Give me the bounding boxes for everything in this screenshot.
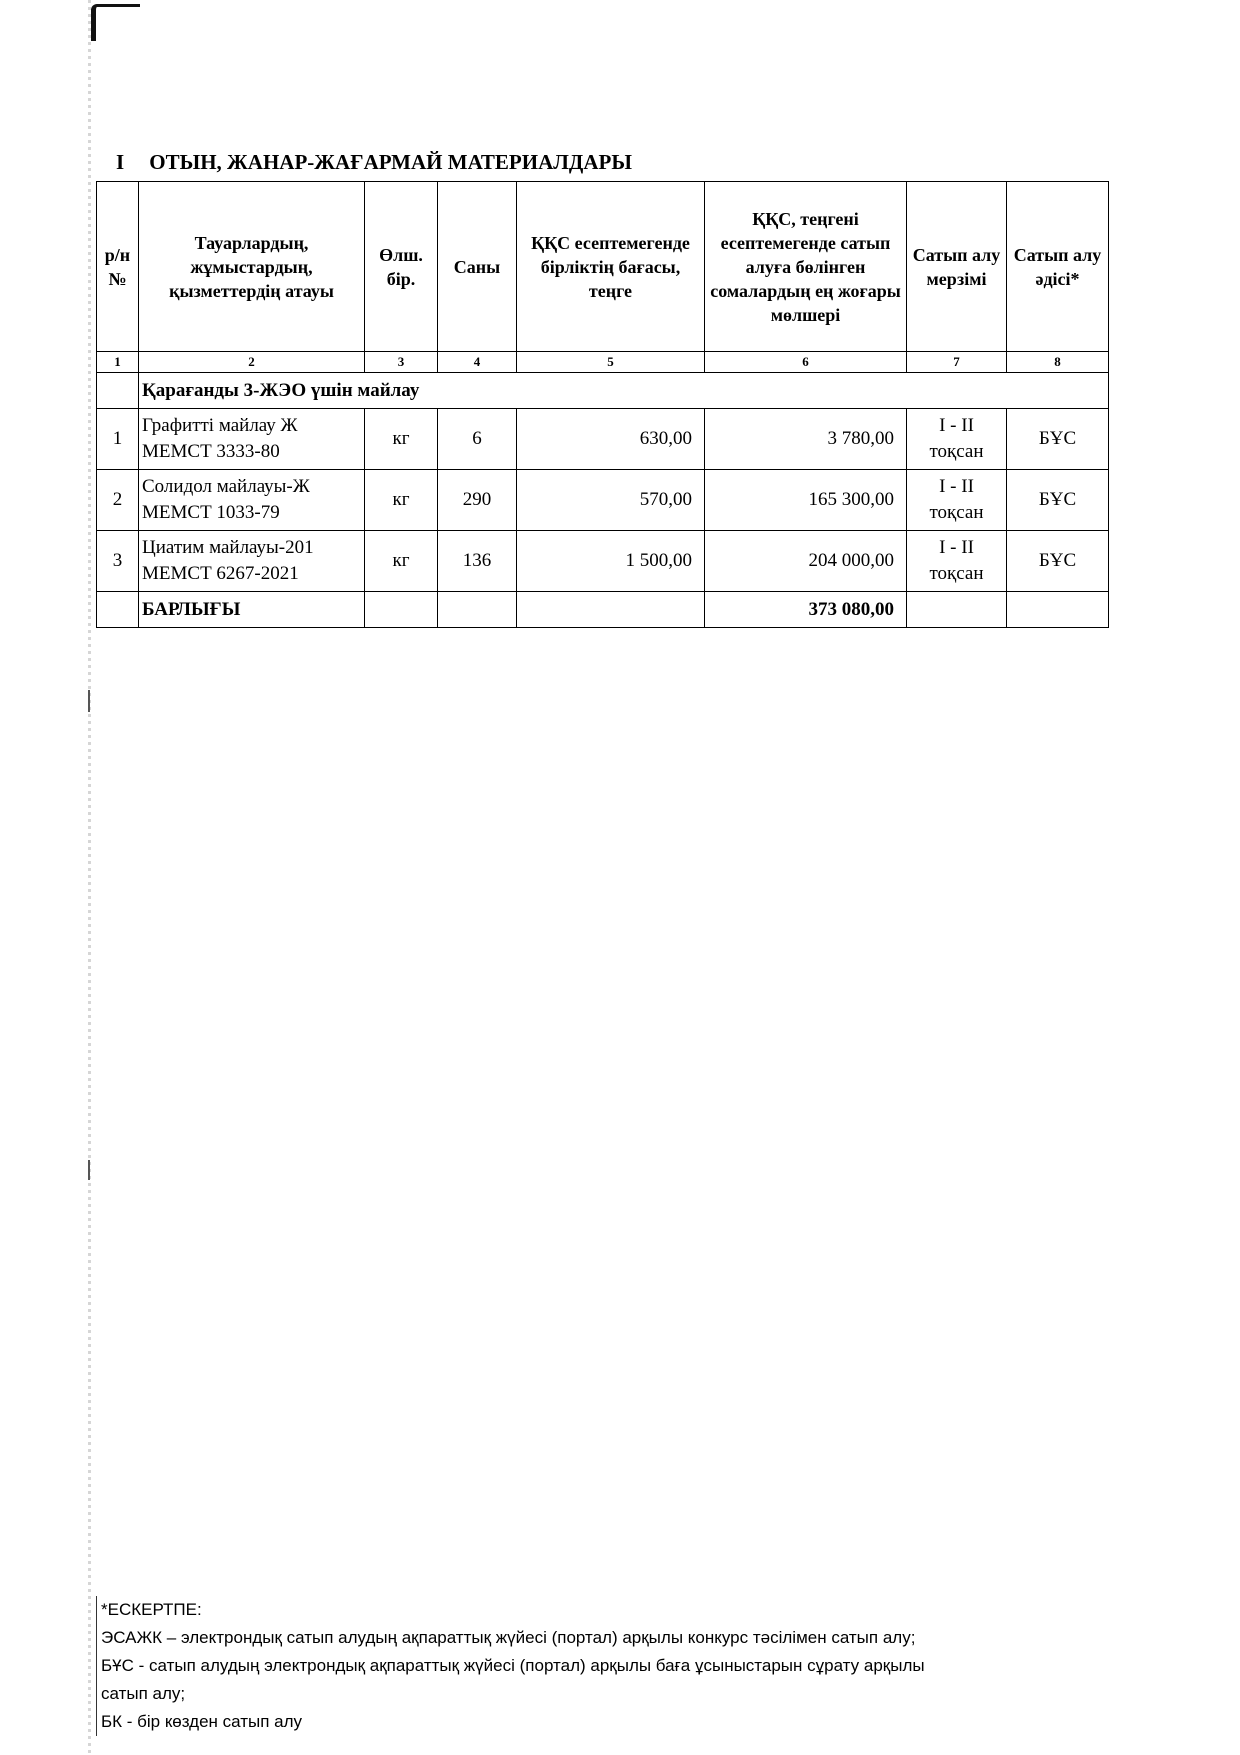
total-empty-cell <box>365 592 438 628</box>
row-unit: кг <box>365 409 438 470</box>
header-unit: Өлш. бір. <box>365 182 438 352</box>
header-no: р/н № <box>97 182 139 352</box>
total-empty-cell <box>517 592 705 628</box>
header-price: ҚҚС есептемегенде бірліктің бағасы, теңге <box>517 182 705 352</box>
footnote-line: ЭСАЖК – электрондық сатып алудың ақпараттық жүйесі (портал) арқылы конкурс тәсілімен сатып алу; <box>101 1628 916 1647</box>
row-method: БҰС <box>1007 470 1109 531</box>
total-amount: 373 080,00 <box>705 592 907 628</box>
row-method: БҰС <box>1007 531 1109 592</box>
row-name-line1: Графитті майлау Ж <box>142 415 298 436</box>
footnote <box>96 1596 925 1736</box>
row-price: 630,00 <box>517 409 705 470</box>
total-empty-cell <box>438 592 517 628</box>
row-period-line1: I - II <box>939 476 974 497</box>
column-number: 7 <box>907 352 1007 373</box>
row-amount: 3 780,00 <box>705 409 907 470</box>
column-number: 8 <box>1007 352 1109 373</box>
row-name <box>139 470 365 531</box>
row-period-line1: I - II <box>939 537 974 558</box>
row-name <box>139 409 365 470</box>
row-amount: 204 000,00 <box>705 531 907 592</box>
total-empty-cell <box>907 592 1007 628</box>
column-number-row <box>97 352 1109 373</box>
header-period: Сатып алу мерзімі <box>907 182 1007 352</box>
column-number: 6 <box>705 352 907 373</box>
row-period-line2: тоқсан <box>929 441 984 462</box>
row-no: 2 <box>97 470 139 531</box>
section-number: I <box>116 150 125 174</box>
column-number: 3 <box>365 352 438 373</box>
row-name-line2: МЕМСТ 1033-79 <box>142 502 280 523</box>
row-name-line2: МЕМСТ 3333-80 <box>142 441 280 462</box>
column-number: 1 <box>97 352 139 373</box>
total-row <box>97 592 1109 628</box>
scan-speck <box>88 690 90 712</box>
row-method: БҰС <box>1007 409 1109 470</box>
footnote-line: БК - бір көзден сатып алу <box>101 1712 303 1731</box>
table-row <box>97 409 1109 470</box>
section-title-text: ОТЫН, ЖАНАР-ЖАҒАРМАЙ МАТЕРИАЛДАРЫ <box>149 150 632 174</box>
row-period-line2: тоқсан <box>929 502 984 523</box>
row-period <box>907 409 1007 470</box>
section-title <box>116 150 632 175</box>
row-period <box>907 470 1007 531</box>
header-row <box>97 182 1109 352</box>
row-qty: 6 <box>438 409 517 470</box>
footnote-line: сатып алу; <box>101 1684 186 1703</box>
scan-speck <box>88 1160 90 1180</box>
header-amount: ҚҚС, теңгені есептемегенде сатып алуға бөлінген сомалардың ең жоғары мөлшері <box>705 182 907 352</box>
group-empty-cell <box>97 373 139 409</box>
row-name-line2: МЕМСТ 6267-2021 <box>142 563 299 584</box>
row-unit: кг <box>365 531 438 592</box>
header-qty: Саны <box>438 182 517 352</box>
table-row <box>97 531 1109 592</box>
footnote-title: *ЕСКЕРТПЕ: <box>101 1600 202 1619</box>
header-method: Сатып алу әдісі* <box>1007 182 1109 352</box>
row-no: 1 <box>97 409 139 470</box>
row-no: 3 <box>97 531 139 592</box>
procurement-table <box>96 181 1109 628</box>
column-number: 5 <box>517 352 705 373</box>
footnote-line: БҰС - сатып алудың электрондық ақпараттық жүйесі (портал) арқылы баға ұсыныстарын сұрату арқылы <box>101 1656 925 1675</box>
row-name-line1: Солидол майлауы-Ж <box>142 476 310 497</box>
row-period-line1: I - II <box>939 415 974 436</box>
total-label: БАРЛЫҒЫ <box>139 592 365 628</box>
scan-edge-artifact <box>88 0 91 1755</box>
total-empty-cell <box>1007 592 1109 628</box>
row-qty: 136 <box>438 531 517 592</box>
row-name-line1: Циатим майлауы-201 <box>142 537 314 558</box>
row-period <box>907 531 1007 592</box>
row-qty: 290 <box>438 470 517 531</box>
row-price: 1 500,00 <box>517 531 705 592</box>
header-name: Тауарлардың, жұмыстардың, қызметтердің атауы <box>139 182 365 352</box>
corner-mark <box>91 4 140 41</box>
group-row <box>97 373 1109 409</box>
row-name <box>139 531 365 592</box>
row-amount: 165 300,00 <box>705 470 907 531</box>
table-row <box>97 470 1109 531</box>
row-unit: кг <box>365 470 438 531</box>
column-number: 2 <box>139 352 365 373</box>
row-price: 570,00 <box>517 470 705 531</box>
column-number: 4 <box>438 352 517 373</box>
row-period-line2: тоқсан <box>929 563 984 584</box>
total-empty-cell <box>97 592 139 628</box>
group-title: Қарағанды 3-ЖЭО үшін майлау <box>139 373 1109 409</box>
